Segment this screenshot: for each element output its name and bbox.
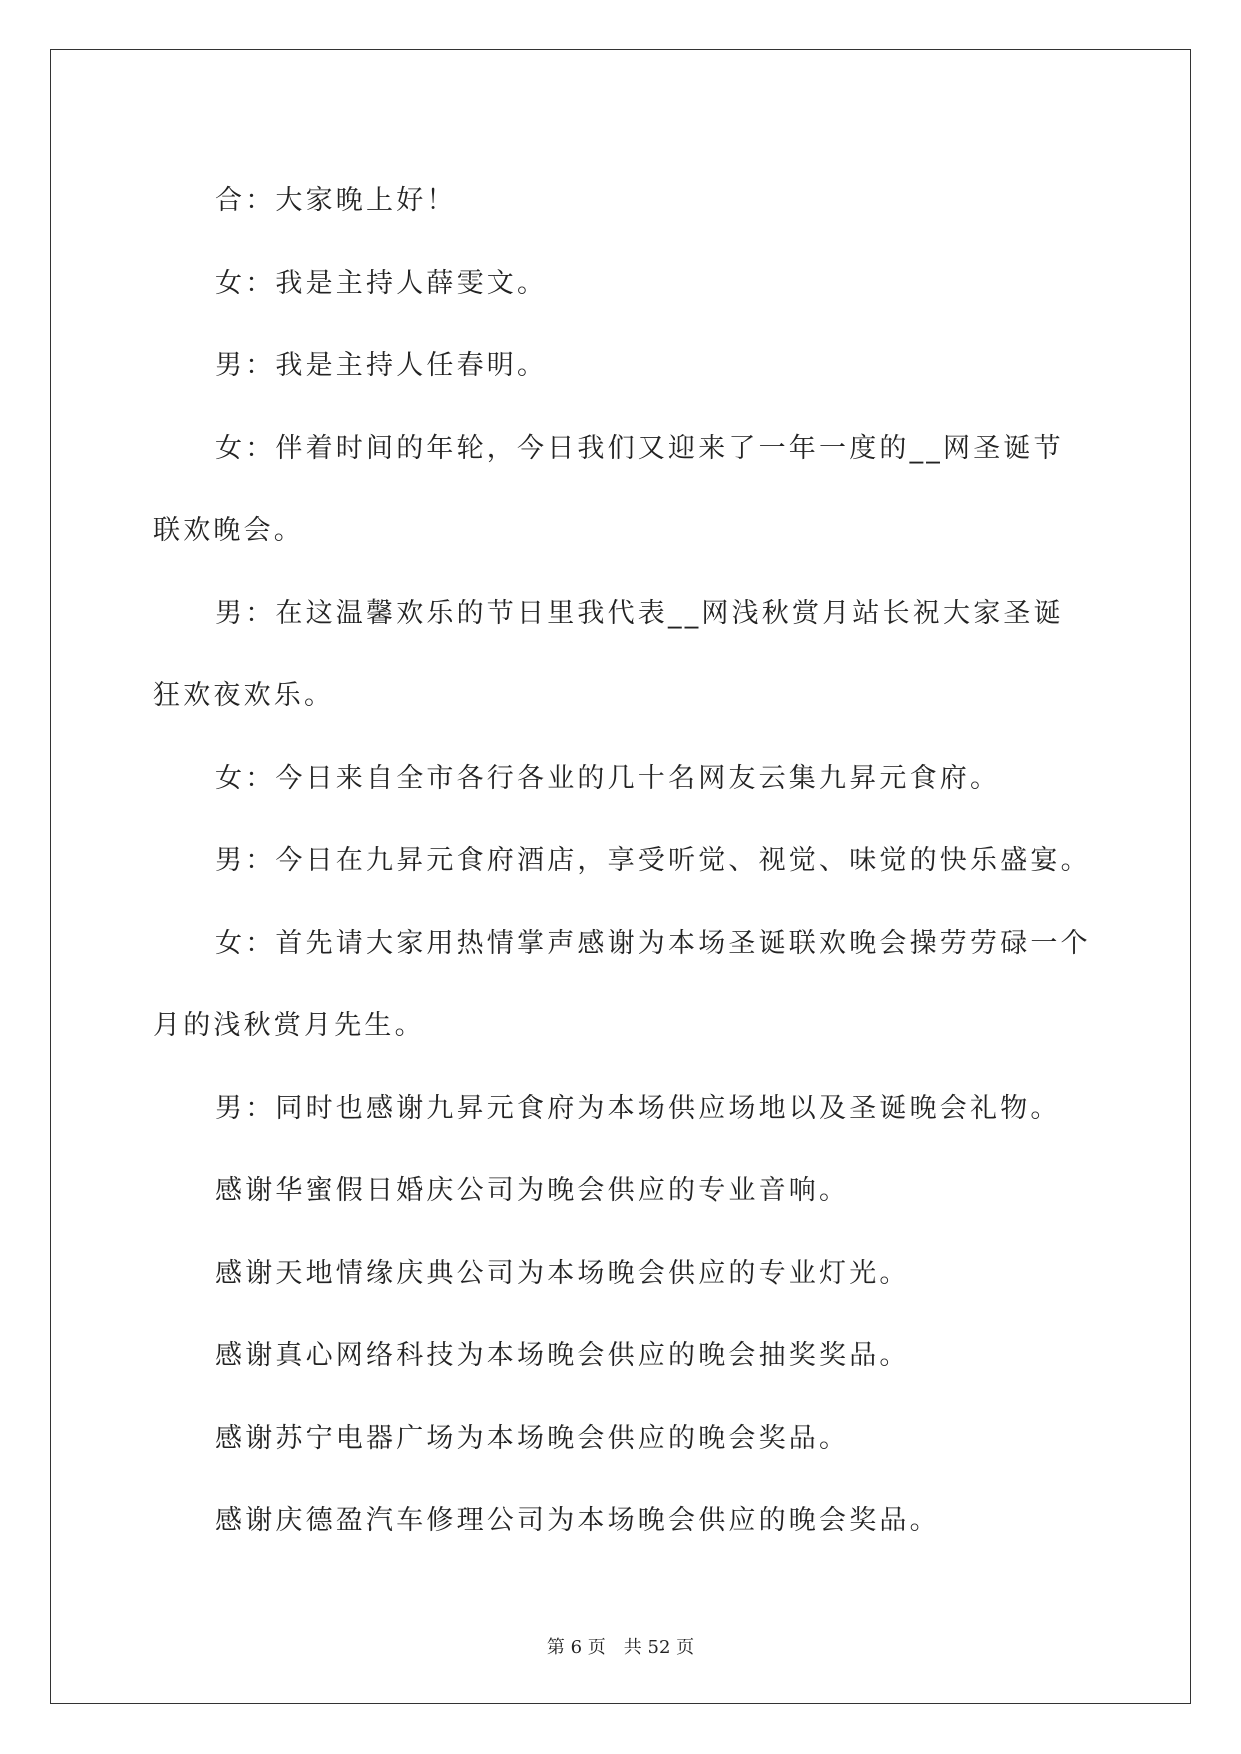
page-number: 第 6 页 (546, 1637, 606, 1658)
page-total: 共 52 页 (623, 1637, 695, 1658)
paragraph: 男：同时也感谢九昇元食府为本场供应场地以及圣诞晚会礼物。 (215, 1092, 1061, 1124)
paragraph: 感谢真心网络科技为本场晚会供应的晚会抽奖奖品。 (215, 1340, 910, 1371)
paragraph: 感谢庆德盈汽车修理公司为本场晚会供应的晚会奖品。 (215, 1505, 940, 1536)
paragraph: 男：我是主持人任春明。 (215, 350, 548, 381)
paragraph: 男：今日在九昇元食府酒店，享受听觉、视觉、味觉的快乐盛宴。 (215, 845, 1091, 876)
paragraph: 女：伴着时间的年轮，今日我们又迎来了一年一度的__网圣诞节联欢晚会。 (153, 432, 1064, 546)
paragraph: 女：今日来自全市各行各业的几十名网友云集九昇元食府。 (215, 762, 1001, 794)
paragraph: 女：我是主持人薛雯文。 (215, 267, 548, 299)
paragraph: 感谢苏宁电器广场为本场晚会供应的晚会奖品。 (215, 1422, 850, 1454)
document-body (153, 160, 1093, 1563)
paragraph: 女：首先请大家用热情掌声感谢为本场圣诞联欢晚会操劳劳碌一个月的浅秋赏月先生。 (153, 927, 1091, 1041)
paragraph: 合：大家晚上好！ (215, 185, 457, 216)
paragraph: 男：在这温馨欢乐的节日里我代表__网浅秋赏月站长祝大家圣诞狂欢夜欢乐。 (153, 597, 1064, 711)
paragraph: 感谢华蜜假日婚庆公司为晚会供应的专业音响。 (215, 1175, 850, 1206)
page-footer (0, 1633, 1241, 1659)
paragraph: 感谢天地情缘庆典公司为本场晚会供应的专业灯光。 (215, 1257, 910, 1289)
